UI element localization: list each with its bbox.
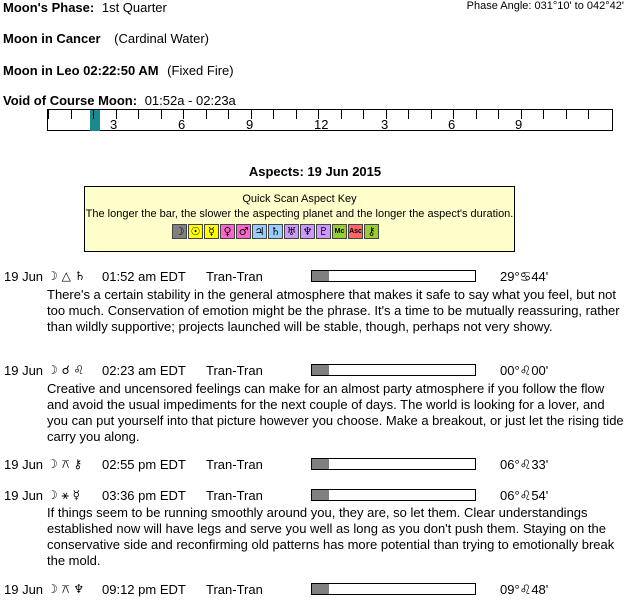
moon-sign-1-row [3,31,209,46]
aspect-position: 00°♌00' [500,363,549,378]
aspect-type: Tran-Tran [206,363,263,378]
moon-phase-value: 1st Quarter [101,0,167,15]
aspect-date: 19 Jun [4,363,44,378]
moon-icon: ☽ [172,224,187,239]
timeline-tick [543,110,544,119]
aspect-type: Tran-Tran [206,582,263,597]
aspect-date: 19 Jun [4,488,44,503]
timeline-tick [273,110,274,119]
timeline-tick [48,110,49,119]
void-of-course-marker [90,110,100,131]
saturn-icon: ♄ [268,224,283,239]
aspect-date: 19 Jun [4,269,44,284]
aspect-type: Tran-Tran [206,457,263,472]
timeline-tick [228,110,229,119]
moon-phase-label: Moon's Phase: [3,0,95,15]
aspect-type: Tran-Tran [206,488,263,503]
timeline-tick [408,110,409,119]
moon-sign-2-label: Moon in Leo 02:22:50 AM [3,63,159,78]
timeline-hour-label: 9 [246,117,254,132]
mercury-icon: ☿ [204,224,219,239]
timeline-hour-label: 12 [314,117,329,132]
void-of-course-label: Void of Course Moon: [3,93,138,108]
sun-icon: ☉ [188,224,203,239]
timeline-tick [206,110,207,119]
midheaven-icon: Mc [332,224,347,239]
key-planet-list [172,224,380,240]
void-of-course-value: 01:52a - 02:23a [144,93,236,108]
void-of-course-timeline [47,109,613,131]
key-description: The longer the bar, the slower the aspecting planet and the longer the aspect's duration. [85,208,514,220]
aspect-duration-bar [311,364,476,376]
key-title: Quick Scan Aspect Key [242,193,357,205]
aspect-glyph: ☽ ⚻ ♆ [47,582,85,596]
aspect-time: 03:36 pm EDT [102,488,186,503]
aspect-position: 06°♌54' [500,488,549,503]
aspect-type: Tran-Tran [206,269,263,284]
aspect-position: 09°♌48' [500,582,549,597]
moon-phase-row [3,0,167,15]
aspect-time: 09:12 pm EDT [102,582,186,597]
moon-sign-2-row [3,63,234,78]
aspect-description: If things seem to be running smoothly around you, they are, so let them. Clear understandings established now will have legs and serve you well as long as you don't push them. Staying on the conservative side and reconfirming old patterns has more potential than trying to emotionally break the mold. [47,505,615,568]
timeline-tick [588,110,589,119]
timeline-tick [71,110,72,119]
pluto-icon: ♇ [316,224,331,239]
void-of-course-row [3,93,236,108]
timeline-tick [93,110,94,119]
aspect-duration-bar [311,489,476,501]
aspect-duration-bar [311,458,476,470]
aspect-duration-fill [312,271,329,281]
aspect-duration-fill [312,584,329,594]
aspect-glyph: ☽ △ ♄ [47,269,86,283]
aspect-glyph: ☽ ☌ ♌ [47,363,85,377]
uranus-icon: ♅ [284,224,299,239]
moon-sign-1-detail: (Cardinal Water) [114,31,210,46]
aspect-duration-fill [312,459,329,469]
timeline-tick [161,110,162,119]
moon-sign-2-detail: (Fixed Fire) [167,63,234,78]
timeline-tick [431,110,432,119]
timeline-hour-label: 3 [381,117,389,132]
chiron-icon: ⚷ [364,224,379,239]
mars-icon: ♂ [236,224,251,239]
aspect-duration-bar [311,583,476,595]
timeline-tick [363,110,364,119]
aspects-title: Aspects: 19 Jun 2015 [248,164,382,179]
aspect-date: 19 Jun [4,582,44,597]
jupiter-icon: ♃ [252,224,267,239]
timeline-hour-label: 6 [448,117,456,132]
aspect-duration-fill [312,365,329,375]
aspect-time: 02:23 am EDT [102,363,186,378]
aspect-description: There's a certain stability in the general atmosphere that makes it safe to say what you feel, but not too much. Conservation of emotion might be the phrase. It's a time to be mutually reassuring, rather than wildly supportive; projects launched will be stable, though, perhaps not very showy. [47,287,620,334]
timeline-hour-label: 3 [110,117,118,132]
ascendant-icon: Asc [348,224,363,239]
timeline-tick [138,110,139,119]
timeline-hour-label: 9 [515,117,523,132]
timeline-tick [476,110,477,119]
aspect-duration-bar [311,270,476,282]
timeline-tick [341,110,342,119]
aspect-duration-fill [312,490,329,500]
phase-angle: Phase Angle: 031°10' to 042°42' [466,0,624,12]
timeline-tick [498,110,499,119]
moon-sign-1-label: Moon in Cancer [3,31,101,46]
timeline-hour-label: 6 [178,117,186,132]
aspect-time: 02:55 pm EDT [102,457,186,472]
aspect-position: 29°♋44' [500,269,549,284]
aspect-date: 19 Jun [4,457,44,472]
timeline-tick [566,110,567,119]
aspect-glyph: ☽ ⚻ ⚷ [47,457,83,471]
aspect-description: Creative and uncensored feelings can make for an almost party atmosphere if you follow the flow and avoid the usual impediments for the next couple of days. The world is looking for a lover, and you can put yourself into that picture however you choose. Make a breakout, or just let the rising tide carry you along. [47,381,624,444]
aspect-position: 06°♌33' [500,457,549,472]
aspect-glyph: ☽ ⚹ ☿ [47,488,80,502]
aspect-time: 01:52 am EDT [102,269,186,284]
timeline-tick [296,110,297,119]
neptune-icon: ♆ [300,224,315,239]
venus-icon: ♀ [220,224,235,239]
quick-scan-aspect-key [84,186,515,252]
